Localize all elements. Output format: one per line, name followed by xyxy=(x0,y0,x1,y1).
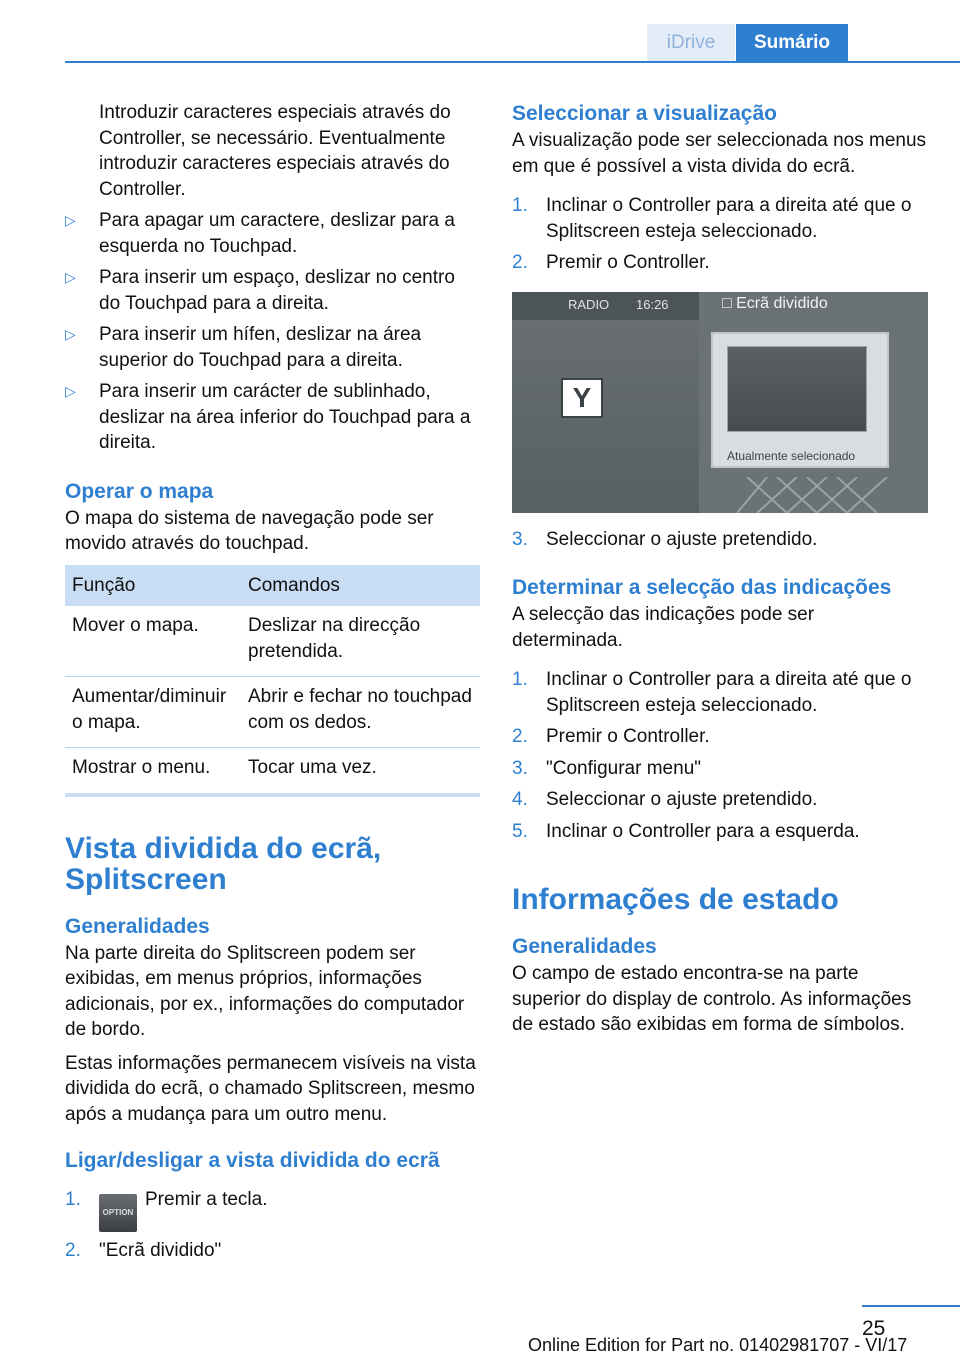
triangle-right-icon: ▷ xyxy=(65,383,76,399)
determine-heading: Determinar a selecção das indicações xyxy=(512,576,892,599)
left-column xyxy=(65,100,480,1264)
tab-idrive[interactable]: iDrive xyxy=(647,24,735,61)
list-item: 1. Inclinar o Controller para a direita até que o Splitscreen esteja seleccionado. xyxy=(512,195,912,242)
navigation-arrow-icon: Y xyxy=(561,378,603,418)
splitscreen-heading: Vista dividida do ecrã, Splitscreen xyxy=(65,831,382,896)
list-item: 5. Inclinar o Controller para a esquerda. xyxy=(512,820,860,842)
status-text: O campo de estado encontra-se na parte superior do display de controlo. As informações de estado são exibidas em forma de símbolos. xyxy=(512,963,912,1035)
splitscreen-title: □ Ecrã dividido xyxy=(722,294,828,312)
triangle-right-icon: ▷ xyxy=(65,326,76,342)
intro-paragraph: Introduzir caracteres especiais através do Controller, se necessário. Eventualmente introduzir caracteres especiais através do Controller. xyxy=(99,102,451,200)
select-steps xyxy=(512,193,928,276)
status-heading: Informações de estado xyxy=(512,883,839,916)
page-number: 25 xyxy=(862,1317,886,1340)
determine-steps xyxy=(512,667,928,844)
select-text: A visualização pode ser seleccionada nos menus em que é possível a vista divida do ecrã. xyxy=(512,130,927,177)
general-paragraph: Estas informações permanecem visíveis na vista dividida do ecrã, o chamado Splitscreen, mesmo após a mudança para um outro menu. xyxy=(65,1052,476,1125)
radio-label: RADIO xyxy=(568,296,610,312)
tab-sumario[interactable]: Sumário xyxy=(736,24,848,61)
splitscreen-screenshot xyxy=(512,292,928,513)
list-item: 1. OPTIONPremir a tecla. xyxy=(65,1187,480,1232)
table-row xyxy=(65,606,480,677)
clock-label: 16:26 xyxy=(636,296,669,312)
edition-label: Online Edition for Part no. 01402981707 - VI/17 xyxy=(528,1335,908,1355)
table-cell: Abrir e fechar no touchpad com os dedos. xyxy=(241,677,480,748)
selection-card xyxy=(711,332,889,468)
list-item: 1. Inclinar o Controller para a direita até que o Splitscreen esteja seleccionado. xyxy=(512,669,912,716)
toggle-heading: Ligar/desligar a vista dividida do ecrã xyxy=(65,1149,440,1172)
header-rule xyxy=(65,61,960,63)
select-heading: Seleccionar a visualização xyxy=(512,102,777,125)
general-paragraph: Na parte direita do Splitscreen podem ser exibidas, em menus próprios, informações adicionais, por ex., informações do computador de bordo. xyxy=(65,942,465,1040)
toggle-steps xyxy=(65,1187,480,1264)
triangle-right-icon: ▷ xyxy=(65,269,76,285)
general-heading: Generalidades xyxy=(65,914,210,938)
map-text: O mapa do sistema de navegação pode ser movido através do touchpad. xyxy=(65,507,434,554)
bullet-item: ▷ Para inserir um espaço, deslizar no centro do Touchpad para a direita. xyxy=(65,267,455,314)
triangle-right-icon: ▷ xyxy=(65,212,76,228)
screen-caption: Atualmente selecionado xyxy=(727,448,856,463)
right-column xyxy=(512,100,928,1038)
bullet-item: ▷ Para inserir um hífen, deslizar na área superior do Touchpad para a direita. xyxy=(65,324,422,371)
list-item: 3. Seleccionar o ajuste pretendido. xyxy=(512,528,818,550)
option-key-icon: OPTION xyxy=(99,1194,137,1232)
table-row xyxy=(65,677,480,748)
bullet-item: ▷ Para apagar um caractere, deslizar para a esquerda no Touchpad. xyxy=(65,210,455,257)
footer-rule xyxy=(862,1305,960,1307)
table-cell: Tocar uma vez. xyxy=(241,748,480,795)
table-cell: Deslizar na direcção pretendida. xyxy=(241,606,480,677)
list-item: 3. "Configurar menu" xyxy=(512,757,702,779)
status-general-heading: Generalidades xyxy=(512,935,657,958)
table-cell: Mover o mapa. xyxy=(65,606,241,677)
table-header: Função xyxy=(65,565,241,607)
list-item: 4. Seleccionar o ajuste pretendido. xyxy=(512,789,818,810)
list-item: 2. "Ecrã dividido" xyxy=(65,1240,222,1261)
determine-text: A selecção das indicações pode ser determinada. xyxy=(512,604,815,651)
list-item: 2. Premir o Controller. xyxy=(512,726,710,747)
list-item: 2. Premir o Controller. xyxy=(512,252,710,273)
table-cell: Aumentar/diminuir o mapa. xyxy=(65,677,241,748)
map-lines-graphic xyxy=(737,477,897,513)
table-row xyxy=(65,748,480,795)
commands-table xyxy=(65,565,480,797)
bullet-item: ▷ Para inserir um carácter de sublinhado, deslizar na área inferior do Touchpad para a direita. xyxy=(65,381,471,453)
map-heading: Operar o mapa xyxy=(65,479,214,503)
table-cell: Mostrar o menu. xyxy=(65,748,241,795)
table-header: Comandos xyxy=(241,565,480,607)
